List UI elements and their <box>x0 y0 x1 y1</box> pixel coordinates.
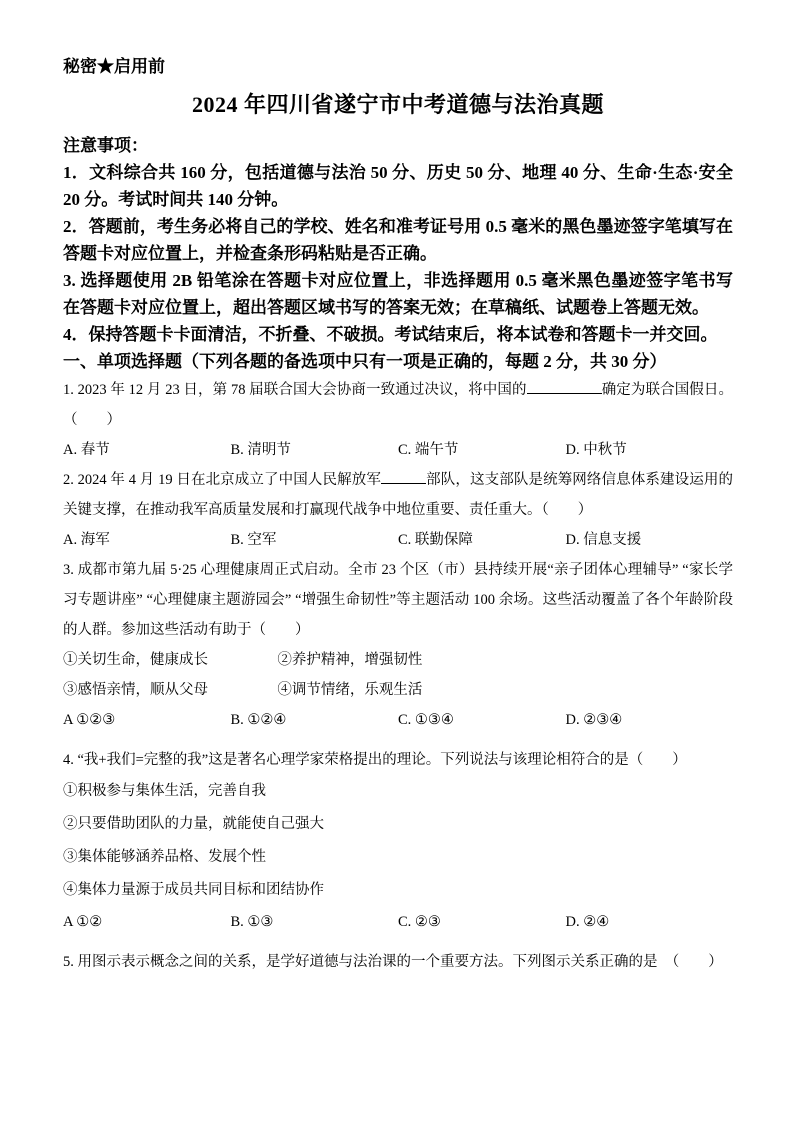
notice-item-2: 2．答题前，考生务必将自己的学校、姓名和准考证号用 0.5 毫米的黑色墨迹签字笔填写在答题卡对应位置上，并检查条形码粘贴是否正确。 <box>63 217 733 263</box>
question-4-stem: 4. “我+我们=完整的我”这是著名心理学家荣格提出的理论。下列说法与该理论相符合的是（ ） <box>63 752 687 768</box>
multiple-choice-section <box>63 375 733 977</box>
question-3-subitems-row-1 <box>63 645 733 675</box>
fill-blank-underline <box>381 483 426 484</box>
classification-label: 秘密★启用前 <box>63 57 165 76</box>
question-4-subitem-2: ②只要借助团队的力量，就能使自己强大 <box>63 816 324 832</box>
notice-item-1: 1．文科综合共 160 分，包括道德与法治 50 分、历史 50 分、地理 40 分、生命·生态·安全 20 分。考试时间共 140 分钟。 <box>63 163 733 209</box>
question-3-stem: 3. 成都市第九届 5·25 心理健康周正式启动。全市 23 个区（市）县持续开展“亲子团体心理辅导” “家长学习专题讲座” “心理健康主题游园会” “增强生命韧性”等主题活动 100 余场。这些活动覆盖了各个年龄阶段的人群。参加这些活动有助于（ ） <box>63 562 733 638</box>
question-1-options <box>63 435 733 465</box>
question-4-option-d: D. ②④ <box>565 914 610 930</box>
question-1-option-b: B. 清明节 <box>230 442 291 458</box>
question-3 <box>63 555 733 735</box>
question-4-subitem-3: ③集体能够涵养品格、发展个性 <box>63 849 266 865</box>
question-4-subitem-1: ①积极参与集体生活，完善自我 <box>63 783 266 799</box>
question-3-subitem-2: ②养护精神，增强韧性 <box>277 652 423 668</box>
question-2-text-after-blank: 部队，这支部队是统筹网络信息体系建设运用的关键支撑，在推动我军高质量发展和打赢现代战争中地位重要、责任重大。（ ） <box>63 472 734 518</box>
question-2 <box>63 465 733 555</box>
question-1-text-before-blank: 1. 2023 年 12 月 23 日，第 78 届联合国大会协商一致通过决议，将中国的 <box>63 382 527 398</box>
question-3-options <box>63 705 733 735</box>
question-1 <box>63 375 733 465</box>
question-4-option-a: A ①② <box>63 914 103 930</box>
question-1-option-c: C. 端午节 <box>398 442 459 458</box>
question-4-options <box>63 907 733 937</box>
fill-blank-underline <box>527 393 602 394</box>
question-5-stem: 5. 用图示表示概念之间的关系，是学好道德与法治课的一个重要方法。下列图示关系正确的是 （ ） <box>63 954 723 970</box>
question-2-option-b: B. 空军 <box>230 532 277 548</box>
question-1-option-d: D. 中秋节 <box>565 442 627 458</box>
question-3-subitem-3: ③感悟亲情，顺从父母 <box>63 682 208 698</box>
question-1-text-after-blank: 确定为联合国假日。（ ） <box>63 382 733 428</box>
question-3-option-a: A ①②③ <box>63 712 116 728</box>
question-3-option-c: C. ①③④ <box>398 712 454 728</box>
question-2-text-before-blank: 2. 2024 年 4 月 19 日在北京成立了中国人民解放军 <box>63 472 381 488</box>
notice-item-4: 4．保持答题卡卡面清洁，不折叠、不破损。考试结束后，将本试卷和答题卡一并交回。 <box>63 325 718 344</box>
question-2-option-c: C. 联勤保障 <box>398 532 473 548</box>
question-4-option-c: C. ②③ <box>398 914 441 930</box>
notice-section <box>63 132 733 348</box>
question-1-option-a: A. 春节 <box>63 442 110 458</box>
page-title: 2024 年四川省遂宁市中考道德与法治真题 <box>191 92 604 117</box>
notice-heading: 注意事项： <box>63 136 148 155</box>
section-heading: 一、单项选择题（下列各题的备选项中只有一项是正确的，每题 2 分，共 30 分） <box>63 352 667 371</box>
question-2-stem <box>63 465 733 525</box>
question-4-option-b: B. ①③ <box>230 914 274 930</box>
question-3-option-d: D. ②③④ <box>565 712 623 728</box>
question-2-option-a: A. 海军 <box>63 532 110 548</box>
question-5 <box>63 947 733 977</box>
question-2-option-d: D. 信息支援 <box>565 532 642 548</box>
question-4-subitem-4: ④集体力量源于成员共同目标和团结协作 <box>63 882 324 898</box>
question-3-option-b: B. ①②④ <box>230 712 287 728</box>
question-2-options <box>63 525 733 555</box>
question-3-subitem-4: ④调节情绪，乐观生活 <box>277 682 423 698</box>
question-3-subitem-1: ①关切生命，健康成长 <box>63 652 208 668</box>
notice-item-3: 3. 选择题使用 2B 铅笔涂在答题卡对应位置上，非选择题用 0.5 毫米黑色墨迹签字笔书写在答题卡对应位置上，超出答题区域书写的答案无效；在草稿纸、试题卷上答题无效。 <box>63 271 733 317</box>
question-3-subitems-row-2 <box>63 675 733 705</box>
question-1-stem <box>63 375 733 435</box>
question-4 <box>63 745 733 937</box>
